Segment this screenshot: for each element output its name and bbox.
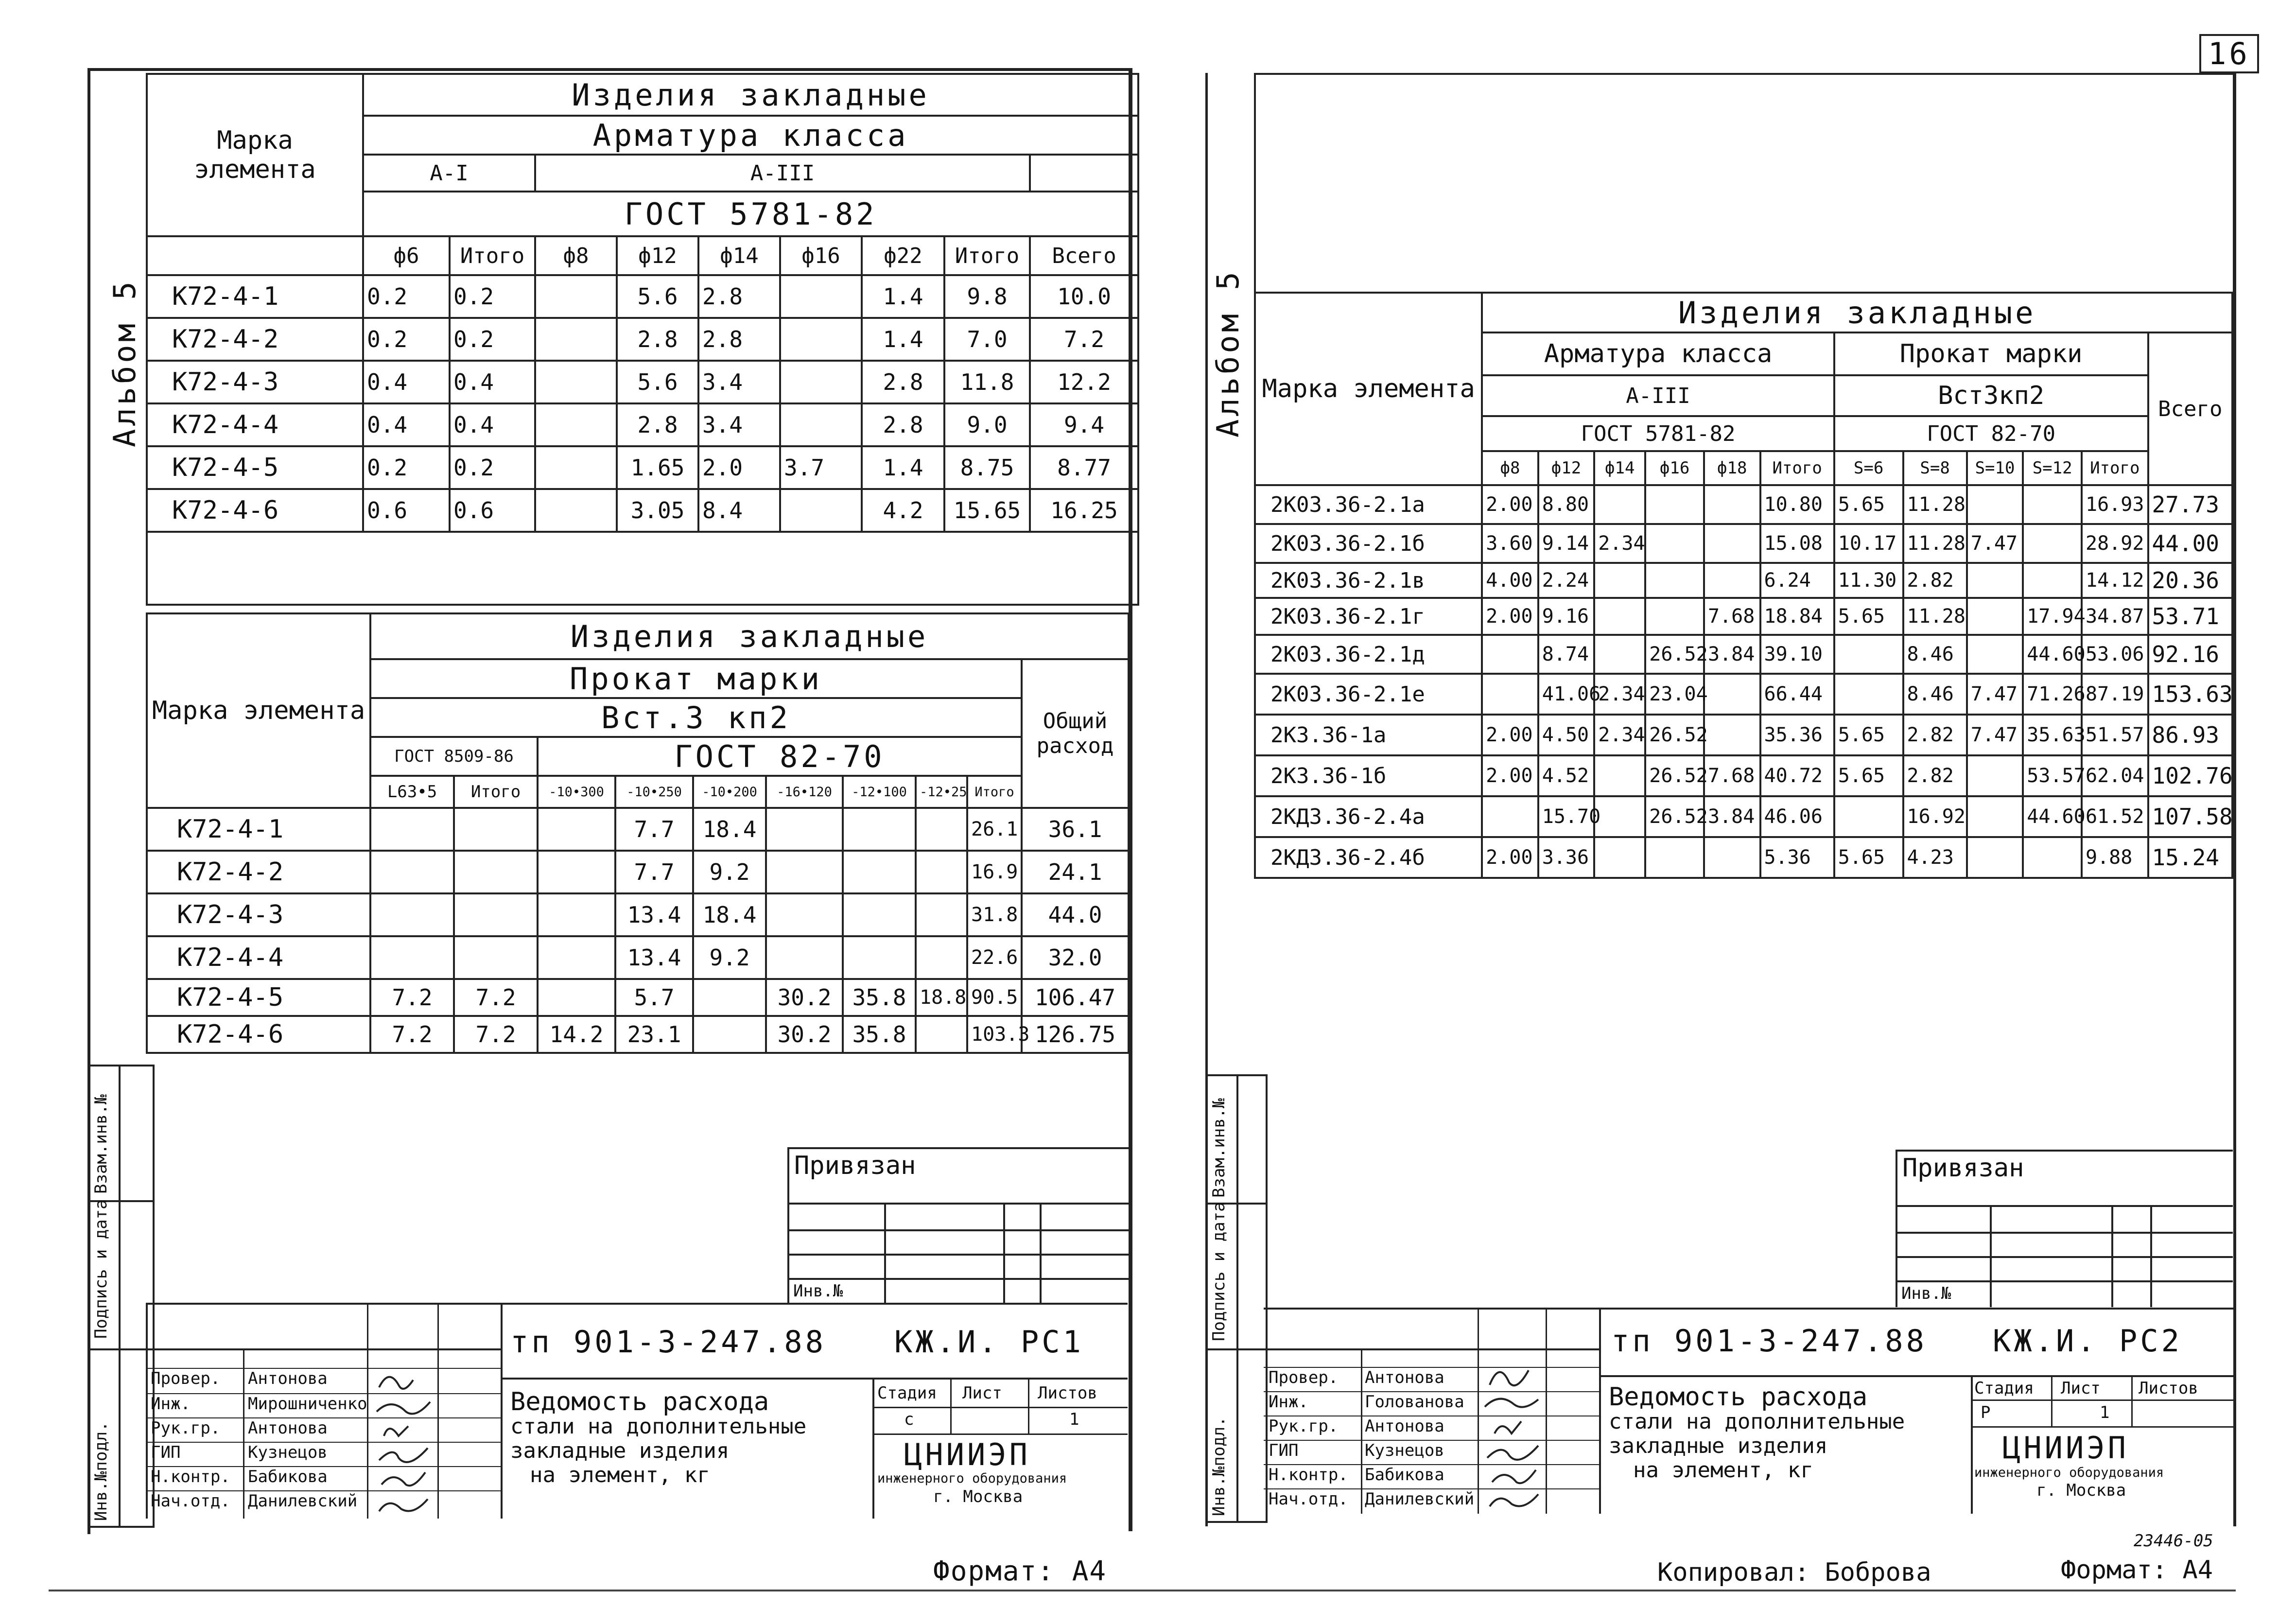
stamp-sheets-h: Листов — [1038, 1383, 1097, 1403]
stamp-code: тп 901-3-247.88 — [1611, 1323, 1927, 1359]
rt-col: ф18 — [1704, 451, 1760, 485]
stamp-org-city: г. Москва — [2036, 1481, 2126, 1500]
stamp-role: ГИП — [151, 1443, 181, 1462]
stamp-name: Голованова — [1365, 1392, 1464, 1412]
t2-col: -10•200 — [693, 776, 766, 808]
stamp-role: Провер. — [151, 1369, 221, 1388]
stamp-role: Нач.отд. — [1269, 1489, 1348, 1509]
rt-gost1: ГОСТ 5781-82 — [1482, 416, 1834, 451]
privyazan-label: Привязан — [1902, 1154, 2024, 1183]
rt-a3-header: А-III — [1482, 375, 1834, 416]
table-row: К72-4-1 0.2 0.2 5.6 2.8 1.4 9.8 10.0 — [147, 275, 1138, 318]
rt-col: S=8 — [1903, 451, 1967, 485]
stamp-role: Нач.отд. — [151, 1491, 230, 1511]
left-title-block — [146, 1303, 1128, 1519]
stamp-doc: КЖ.И. РС2 — [1993, 1323, 2182, 1359]
stamp-sheet-h: Лист — [2061, 1379, 2101, 1398]
stamp-sheet: 1 — [2100, 1403, 2110, 1422]
t1-col: ф8 — [535, 236, 617, 275]
t1-col: Всего — [1030, 236, 1138, 275]
stamp-name: Данилевский — [1365, 1489, 1475, 1509]
rt-steel-header: Вст3кп2 — [1834, 375, 2148, 416]
table-row: К72-4-3 13.4 18.4 31.8 44.0 — [147, 893, 1129, 936]
stamp-title-line: на элемент, кг — [1633, 1458, 1813, 1483]
stamp-name: Данилевский — [248, 1491, 358, 1511]
stamp-role: Н.контр. — [1269, 1465, 1348, 1485]
table-row: К72-4-5 7.2 7.2 5.7 30.2 35.8 18.8 90.5 106.47 — [147, 979, 1129, 1016]
stamp-title-line: закладные изделия — [1609, 1433, 1828, 1458]
stamp-name: Мирошниченко — [248, 1394, 367, 1414]
t2-mark-header: Марка элемента — [147, 613, 370, 808]
side-stamp-label: Взам.инв.№ — [91, 1094, 111, 1194]
side-stamp-label: Инв.№подл. — [91, 1421, 111, 1521]
stamp-name: Антонова — [248, 1418, 328, 1438]
stamp-name: Бабикова — [248, 1467, 328, 1486]
side-stamp-label: Подпись и дата — [1209, 1202, 1229, 1341]
page-number: 16 — [2199, 34, 2259, 73]
signatures — [369, 1368, 437, 1519]
t1-col: ф14 — [698, 236, 780, 275]
format-left: Формат: А4 — [933, 1556, 1107, 1587]
t2-col: -10•250 — [615, 776, 693, 808]
left-table-prokat — [146, 612, 1130, 1054]
right-album-label: Альбом 5 — [1210, 269, 1246, 437]
stamp-name: Кузнецов — [248, 1443, 328, 1462]
stamp-org-city: г. Москва — [933, 1487, 1023, 1506]
table-row: 2К03.36-2.1г 2.00 9.16 7.68 18.84 5.65 11.28 17.94 34.87 53.71 — [1255, 598, 2232, 635]
t1-col: ф12 — [617, 236, 698, 275]
signatures — [1480, 1363, 1546, 1514]
t1-col: Итого — [944, 236, 1030, 275]
table-row: К72-4-4 13.4 9.2 22.6 32.0 — [147, 936, 1129, 979]
stamp-name: Бабикова — [1365, 1465, 1444, 1485]
t1-gost: ГОСТ 5781-82 — [363, 192, 1138, 236]
t1-title: Изделия закладные — [363, 74, 1138, 116]
right-top-box — [1254, 73, 2235, 294]
left-table-armatura — [146, 73, 1139, 606]
table-row: 2К03.36-2.1д 8.74 26.52 3.84 39.10 8.46 44.60 53.06 92.16 — [1255, 635, 2232, 674]
stamp-name: Кузнецов — [1365, 1441, 1444, 1460]
stamp-title-line: Ведомость расхода — [1609, 1382, 1868, 1412]
stamp-code: тп 901-3-247.88 — [510, 1324, 826, 1360]
stamp-role: Инж. — [151, 1394, 191, 1414]
t2-col: -12•25 — [916, 776, 967, 808]
archive-number: 23446-05 — [2134, 1531, 2213, 1551]
rt-mark-header: Марка элемента — [1255, 293, 1482, 485]
side-stamp-label: Взам.инв.№ — [1209, 1098, 1229, 1198]
table-row: 2К03.36-2.1в 4.00 2.24 6.24 11.30 2.82 14.12 20.36 — [1255, 563, 2232, 598]
stamp-title-line: закладные изделия — [510, 1438, 730, 1463]
rt-col: Итого — [2082, 451, 2148, 485]
table-row: К72-4-2 7.7 9.2 16.9 24.1 — [147, 851, 1129, 893]
table-row: К72-4-5 0.2 0.2 1.65 2.0 3.7 1.4 8.75 8.77 — [147, 446, 1138, 489]
stamp-role: Инж. — [1269, 1392, 1308, 1412]
stamp-name: Антонова — [1365, 1368, 1444, 1387]
t1-col: ф6 — [363, 236, 450, 275]
stamp-role: Рук.гр. — [151, 1418, 221, 1438]
inv-label: Инв.№ — [1901, 1284, 1951, 1303]
stamp-org-sub: инженерного оборудования — [1974, 1465, 2164, 1480]
side-stamp-label: Подпись и дата — [91, 1199, 111, 1339]
table-row: К72-4-6 0.6 0.6 3.05 8.4 4.2 15.65 16.25 — [147, 489, 1138, 532]
rt-title: Изделия закладные — [1482, 293, 2232, 332]
t2-title: Изделия закладные — [370, 613, 1129, 659]
side-stamp-label: Инв.№подл. — [1209, 1416, 1229, 1516]
t1-mark-header: Марка элемента — [147, 74, 363, 236]
rt-gost2: ГОСТ 82-70 — [1834, 416, 2148, 451]
stamp-stage-h: Стадия — [1974, 1379, 2034, 1398]
t2-col: Итого — [454, 776, 538, 808]
t2-col: -16•120 — [766, 776, 843, 808]
stamp-role: ГИП — [1269, 1441, 1299, 1460]
table-row: К72-4-1 7.7 18.4 26.1 36.1 — [147, 808, 1129, 851]
t2-col: -12•100 — [843, 776, 916, 808]
left-album-label: Альбом 5 — [107, 279, 142, 447]
table-row: 2К3.36-1а 2.00 4.50 2.34 26.52 35.36 5.65 2.82 7.47 35.63 51.57 86.93 — [1255, 715, 2232, 755]
stamp-name: Антонова — [1365, 1416, 1444, 1436]
right-title-block — [1264, 1308, 2233, 1514]
stamp-title-line: стали на дополнительные — [510, 1414, 807, 1439]
t2-steel-header: Вст.3 кп2 — [370, 698, 1022, 737]
stamp-role: Провер. — [1269, 1368, 1339, 1387]
stamp-name: Антонова — [248, 1369, 328, 1388]
table-row: К72-4-3 0.4 0.4 5.6 3.4 2.8 11.8 12.2 — [147, 361, 1138, 403]
stamp-title-line: на элемент, кг — [530, 1463, 710, 1487]
stamp-sheets: 1 — [1069, 1410, 1079, 1429]
t2-gost2: ГОСТ 82-70 — [538, 737, 1022, 776]
rt-col: ф14 — [1594, 451, 1645, 485]
stamp-doc: КЖ.И. РС1 — [894, 1324, 1084, 1360]
rt-prokat-header: Прокат марки — [1834, 332, 2148, 375]
left-side-stamp — [87, 1065, 155, 1528]
stamp-title-line: стали на дополнительные — [1609, 1409, 1905, 1434]
t1-col: Итого — [450, 236, 535, 275]
t1-col: ф16 — [780, 236, 862, 275]
right-privyazan-block — [1896, 1150, 2233, 1307]
rt-armatura-header: Арматура класса — [1482, 332, 1834, 375]
rt-col: ф16 — [1645, 451, 1704, 485]
stamp-stage: с — [904, 1410, 914, 1429]
table-row: К72-4-6 7.2 7.2 14.2 23.1 30.2 35.8 103.3 126.75 — [147, 1016, 1129, 1053]
right-side-stamp — [1205, 1074, 1268, 1523]
left-privyazan-block — [787, 1147, 1130, 1305]
stamp-stage-h: Стадия — [877, 1383, 937, 1403]
copied-by: Копировал: Боброва — [1657, 1558, 1931, 1587]
t2-gost1: ГОСТ 8509-86 — [370, 737, 538, 776]
stamp-org: ЦНИИЭП — [904, 1437, 1030, 1472]
stamp-title-line: Ведомость расхода — [510, 1387, 769, 1416]
table-row: 2К03.36-2.1е 41.06 2.34 23.04 66.44 8.46 7.47 71.26 87.19 153.63 — [1255, 674, 2232, 715]
rt-col: S=12 — [2023, 451, 2082, 485]
rt-total-header: Всего — [2148, 332, 2232, 485]
t2-col: L63•5 — [370, 776, 454, 808]
table-row: 2К03.36-2.1б 3.60 9.14 2.34 15.08 10.17 11.28 7.47 28.92 44.00 — [1255, 524, 2232, 563]
t1-a1-header: А-I — [363, 155, 535, 192]
stamp-role: Рук.гр. — [1269, 1416, 1339, 1436]
rt-col: ф12 — [1538, 451, 1595, 485]
table-row: 2К03.36-2.1а 2.00 8.80 10.80 5.65 11.28 16.93 27.73 — [1255, 485, 2232, 524]
t1-a3-header: А-III — [535, 155, 1030, 192]
format-right: Формат: А4 — [2061, 1556, 2213, 1585]
rt-col: ф8 — [1482, 451, 1538, 485]
table-row: 2КД3.36-2.4а 15.70 26.52 3.84 46.06 16.92 44.60 61.52 107.58 — [1255, 796, 2232, 837]
privyazan-label: Привязан — [794, 1151, 916, 1180]
table-row: К72-4-2 0.2 0.2 2.8 2.8 1.4 7.0 7.2 — [147, 318, 1138, 361]
right-table — [1254, 292, 2233, 879]
table-row: К72-4-4 0.4 0.4 2.8 3.4 2.8 9.0 9.4 — [147, 403, 1138, 446]
stamp-org: ЦНИИЭП — [2002, 1430, 2129, 1466]
t1-armatura-header: Арматура класса — [363, 116, 1138, 155]
stamp-role: Н.контр. — [151, 1467, 230, 1486]
inv-label: Инв.№ — [793, 1281, 843, 1301]
rt-col: Итого — [1760, 451, 1834, 485]
table-row: 2К3.36-1б 2.00 4.52 26.52 7.68 40.72 5.65 2.82 53.57 62.04 102.76 — [1255, 755, 2232, 796]
t2-col: -10•300 — [538, 776, 615, 808]
t2-prokat-header: Прокат марки — [370, 659, 1022, 698]
stamp-org-sub: инженерного оборудования — [877, 1471, 1067, 1486]
stamp-sheets-h: Листов — [2139, 1379, 2198, 1398]
stamp-stage: Р — [1981, 1403, 1991, 1422]
t2-total-header: Общий расход — [1022, 659, 1129, 808]
rt-col: S=10 — [1967, 451, 2023, 485]
t2-col: Итого — [967, 776, 1022, 808]
rt-col: S=6 — [1834, 451, 1903, 485]
bottom-frame-line — [49, 1590, 2236, 1591]
stamp-sheet-h: Лист — [962, 1383, 1002, 1403]
t1-col: ф22 — [862, 236, 944, 275]
table-row: 2КД3.36-2.4б 2.00 3.36 5.36 5.65 4.23 9.88 15.24 — [1255, 837, 2232, 878]
